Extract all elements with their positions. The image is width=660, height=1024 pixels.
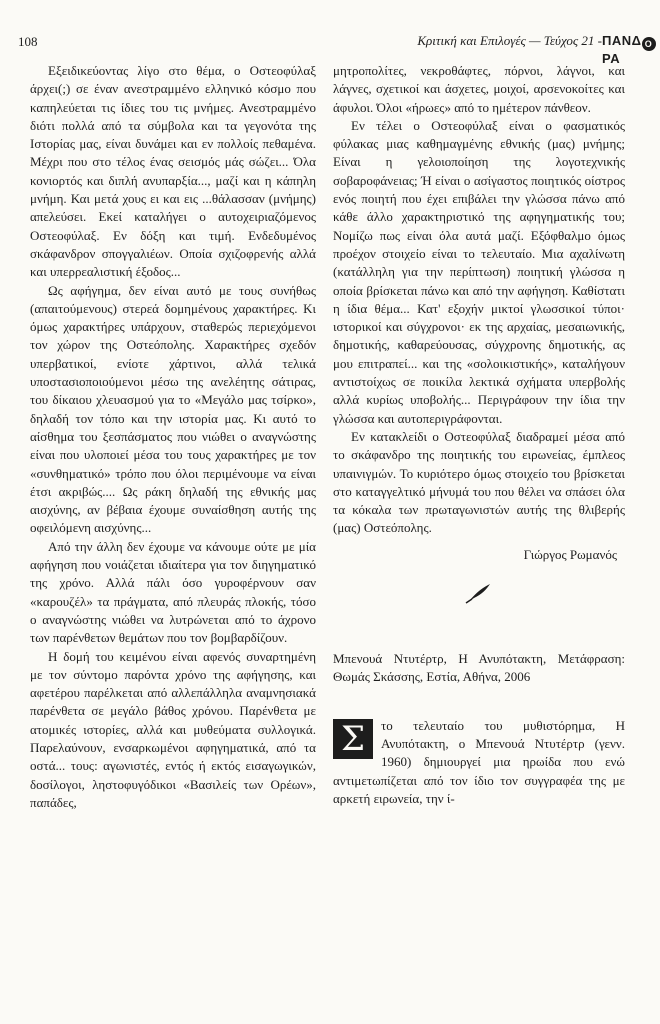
paragraph: Εν κατακλείδι ο Οστεοφύλαξ διαδραμεί μέσα από το σκάφανδρο της ποιητικής του ειρωνείας, έμπλεος υπαινιγμών. Το κυριότερο όμως στοιχείο του βρίσκεται στο καταγγελτικό μήνυμά του που θέλει να σπάσει όλα τα κόκαλα των πρωταγωνιστών αυτής της θλιβερής (μας) Οστεόπολης. (333, 428, 625, 536)
drop-cap: Σ (333, 719, 373, 759)
logo-text-left: ΠΑΝΔ (602, 33, 642, 48)
logo-text-right: ΡΑ (602, 51, 621, 66)
paragraph: Εξειδικεύοντας λίγο στο θέμα, ο Οστεοφύλαξ άρχει(;) σε έναν ανεστραμμένο ελληνικό κόσμο που καπηλεύεται τις ίδιες του τις μνήμες. Ανεστραμμένο διότι πολλά από τα σύμβολα και τα γεγονότα της Ιστορίας μας, είναι δυνάμει και εν πολλοίς πεθαμένα. Μέχρι που στο τέλος ένας σεισμός μάς σώζει... Όλα κονιορτός και διπλή ανυπαρξία..., μαζί και η κάπηλη μνήμη. Και μετά χους ει και εις ...θάλασσαν (μνήμης) απελεύσει. Εκεί καταλήγει ο αυτοχειριαζόμενος Οστεοφύλαξ. Εν δόξη και τιμή. Ενδεδυμένος σκάφανδρον σπογγαλιέων. Οποία σχιζοφρενής αλλά και υπερρεαλιστική έξοδος... (30, 63, 316, 280)
right-column (333, 62, 625, 808)
paragraph: Εν τέλει ο Οστεοφύλαξ είναι ο φασματικός φύλακας μιας καθημαγμένης εθνικής (μας) μνήμης; Είναι η γελοιοποίηση της λογοτεχνικής σοβαροφάνειας; Ή είναι ο ασίγαστος ποιητικός οίστρος ενός ποιητή που έχει επιβάλει την γλώσσα πάνω από κάθε άλλο χαρακτηριστικό της αφηγηματικής του; Νομίζω πως είναι όλα αυτά μαζί. Εξόφθαλμο όμως προέχον στοιχείο είναι το τελευταίο. Μια αχαλίνωτη (κατάλληλη για την περίπτωση) ποιητική γλώσσα η οποία βρίσκεται πάνω και από την αφήγηση. Καθίστατι η ίδια θέμα... Κατ' εξοχήν μικτοί γλωσσικοί τύποι· ιστορικοί και σύγχρονοι· εκ της αρχαίας, μεσαιωνικής, δημοτικής, καθαρεύουσας, σύγχρονης δημοτικής, ας μου επιτραπεί... και της «σολοικιστικής», καταλήγουν αντιστοίχως σε ποικίλα λεκτικά σχήματα υπερβολής αλλά κυρίως υποβολής... Περιγράφουν την ίδια την γλώσσα και αυτοπεριγράφονται. (333, 117, 625, 426)
logo-circle-icon: Ο (642, 37, 656, 51)
page-number: 108 (18, 34, 38, 49)
paragraph: Η δομή του κειμένου είναι αφενός συναρτημένη με τον σύντομο παρόντα χρόνο της αφήγησης, και αφετέρου παρέλκεται από αλλεπάλληλα αναμνησιακά παρένθετα σε μεγάλο βάθος χρόνου. Παρένθετα με ατομικές ιστορίες, αλλά και μυθεύματα συλλογικά. Παρελαύνουν, ενσαρκωμένοι αφηγηματικά, από τα οστά... τους: αγωνιστές, εντός ή εκτός εισαγωγικών, δοσίλογοι, ληστοφυγόδικοι «Βασιλείς των Ορέων», παπάδες, (30, 648, 316, 810)
review-intro (333, 717, 625, 808)
paragraph: μητροπολίτες, νεκροθάφτες, πόρνοι, λάγνοι, και λάγνες, σχετικοί και άσχετες, μοιχοί, αρσενοκοίτες και άφυλοι. Όλοι «ήρωες» από το ημέτερον πάνθεον. (333, 63, 625, 115)
section-ornament (333, 582, 625, 622)
author-signature: Γιώργος Ρωμανός (523, 546, 617, 562)
intro-text: το τελευταίο του μυθιστόρημα, Η Ανυπότακτη, ο Μπενουά Ντυτέρτρ (γενν. 1960) δημιουργεί μια ηρωίδα που ενώ αντιμετωπίζεται από τον ίδιο τον συγγραφέα της με αρκετή ειρωνεία, την ί- (333, 717, 625, 806)
book-reference: Μπενουά Ντυτέρτρ, Η Ανυπότακτη, Μετάφραση: Θωμάς Σκάσσης, Εστία, Αθήνα, 2006 (333, 651, 625, 685)
running-head: Κριτική και Επιλογές — Τεύχος 21 - (417, 33, 602, 48)
paragraph: Από την άλλη δεν έχουμε να κάνουμε ούτε με μία αφήγηση που νοιάζεται ιδιαίτερα για τον διηγηματικό της χρόνο. Αλλά πάλι όσο γυροφέρνουν σαν «καρουζέλ» τα πράγματα, από πλευράς πλοκής, τόσο ο αναγνώστης νιώθει να λυτρώνεται από το άχρονο των παρένθετων θεμάτων που τον βομβαρδίζουν. (30, 538, 316, 646)
page-header (0, 0, 660, 66)
left-column (30, 62, 316, 812)
paragraph: Ως αφήγημα, δεν είναι αυτό με τους συνήθως (απαιτούμενους) στερεά δομημένους χαρακτήρες. Κι όμως χαρακτήρες υπάρχουν, σταθερώς περιεχόμενοι τον χώρον της Οστεόπολης. Χαρακτήρες σχεδόν υπερβατικοί, ενίοτε χάρτινοι, αλλά τελικά υποστασιοποιούμενοι μέσω της ανελέητης σάτιρας, του δίκαιου χλευασμού για το «Μεγάλο μας τσίρκο», δηλαδή τον τόπο και την ιστορία μας. Κι αυτό το αίσθημα του ξεσπάσματος που νιώθει ο αναγνώστης είναι που υλοποιεί μέσα του τους χαρακτήρες με τον «συνθηματικό» τρόπο που όλοι περιμένουμε να είναι έτσι ακριβώς.... Ως ράκη δηλαδή της εθνικής μας αισχύνης, αν βέβαια έχουμε συναίσθηση αυτής της οφειλόμενη αισχύνης... (30, 282, 316, 536)
quill-ornament-icon (464, 582, 494, 604)
